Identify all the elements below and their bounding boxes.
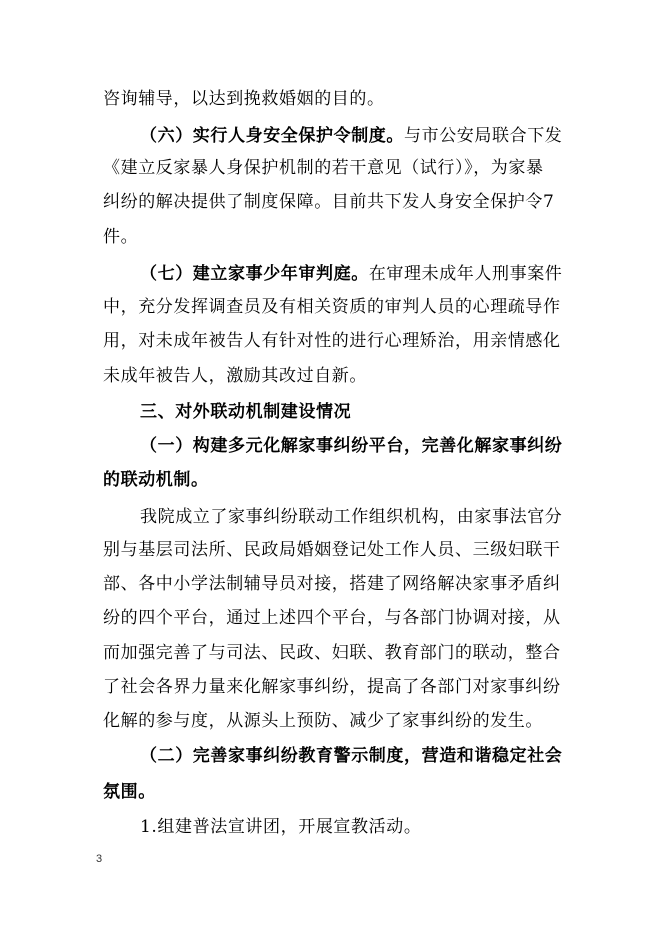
subsection-heading-2-cont: 氛围。 (103, 782, 156, 802)
subsection-heading-2: （二）完善家事纠纷教育警示制度，营造和谐稳定社会 (140, 746, 563, 766)
subsection-heading-1-cont: 的联动机制。 (103, 470, 209, 490)
paragraph-line: 化解的参与度，从源头上预防、减少了家事纠纷的发生。 (103, 711, 543, 731)
paragraph-line: 咨询辅导，以达到挽救婚姻的目的。 (103, 89, 385, 109)
paragraph-line: 用，对未成年被告人有针对性的进行心理矫治，用亲情感化 (103, 331, 561, 351)
paragraph-line: 而加强完善了与司法、民政、妇联、教育部门的联动，整合 (103, 643, 561, 663)
paragraph-line: 部、各中小学法制辅导员对接，搭建了网络解决家事矛盾纠 (103, 574, 561, 594)
section-title-6: （六）实行人身安全保护令制度。 (140, 126, 404, 146)
paragraph-line (140, 124, 573, 148)
paragraph-line: 纷的四个平台，通过上述四个平台，与各部门协调对接，从 (103, 608, 561, 628)
paragraph-line: 别与基层司法所、民政局婚姻登记处工作人员、三级妇联干 (103, 540, 561, 560)
subsection-heading-1: （一）构建多元化解家事纠纷平台，完善化解家事纠纷 (140, 436, 563, 456)
paragraph-text: 在审理未成年人刑事案件 (368, 264, 563, 284)
paragraph-line: 未成年被告人，激励其改过自新。 (103, 366, 367, 386)
section-title-7: （七）建立家事少年审判庭。 (140, 264, 369, 284)
paragraph-line (140, 262, 573, 286)
page-number: 3 (96, 853, 103, 865)
paragraph-line: 了社会各界力量来化解家事纠纷，提高了各部门对家事纠纷 (103, 677, 561, 697)
paragraph-line: 纠纷的解决提供了制度保障。目前共下发人身安全保护令7 (103, 192, 555, 212)
section-heading: 三、对外联动机制建设情况 (140, 402, 352, 422)
paragraph-line: 件。 (103, 227, 139, 247)
paragraph-line: 我院成立了家事纠纷联动工作组织机构，由家事法官分 (140, 507, 563, 527)
paragraph-line: 《建立反家暴人身保护机制的若干意见（试行）》，为家暴 (103, 158, 544, 178)
paragraph-text: 与市公安局联合下发 (404, 126, 563, 146)
paragraph-line: 中，充分发挥调查员及有相关资质的审判人员的心理疏导作 (103, 297, 561, 317)
list-item: 1.组建普法宣讲团，开展宣教活动。 (140, 817, 422, 837)
